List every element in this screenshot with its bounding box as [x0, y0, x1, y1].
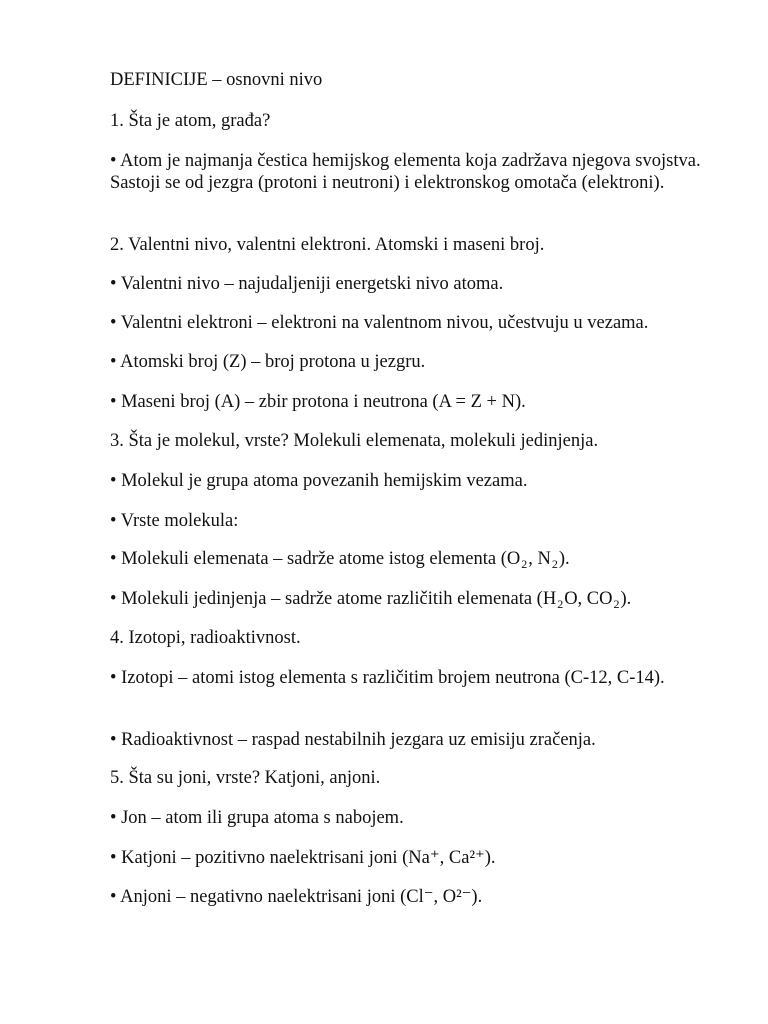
compound-molecules-bullet	[110, 588, 710, 610]
anions-bullet: • Anjoni – negativno naelektrisani joni (Cl⁻, O²⁻).	[110, 887, 483, 907]
subscript-2: 2	[551, 557, 558, 571]
compound-molecules-text-2: O, CO	[564, 589, 613, 609]
ion-definition-bullet: • Jon – atom ili grupa atoma s nabojem.	[110, 808, 404, 828]
question-1-heading: 1. Šta je atom, građa?	[110, 111, 271, 131]
mass-number-bullet: • Maseni broj (A) – zbir protona i neutrona (A = Z + N).	[110, 392, 526, 412]
subscript-2: 2	[613, 597, 620, 611]
element-molecules-text-3: ).	[558, 549, 570, 569]
question-3-heading: 3. Šta je molekul, vrste? Molekuli elemenata, molekuli jedinjenja.	[110, 431, 599, 451]
atomic-number-bullet: • Atomski broj (Z) – broj protona u jezgru.	[110, 352, 426, 372]
element-molecules-text-2: , N	[528, 549, 551, 569]
question-4-heading: 4. Izotopi, radioaktivnost.	[110, 628, 301, 648]
document-title: DEFINICIJE – osnovni nivo	[110, 70, 323, 90]
atom-definition-paragraph: • Atom je najmanja čestica hemijskog elementa koja zadržava njegova svojstva. Sastoji se od jezgra (protoni i neutroni) i elektronskog omotača (elektroni).	[110, 151, 706, 193]
element-molecules-bullet	[110, 548, 710, 570]
isotopes-bullet: • Izotopi – atomi istog elementa s različitim brojem neutrona (C-12, C-14).	[110, 668, 665, 688]
question-5-heading: 5. Šta su joni, vrste? Katjoni, anjoni.	[110, 768, 381, 788]
cations-bullet: • Katjoni – pozitivno naelektrisani joni (Na⁺, Ca²⁺).	[110, 848, 496, 868]
compound-molecules-text-1: • Molekuli jedinjenja – sadrže atome različitih elemenata (H	[110, 589, 557, 609]
valence-electrons-bullet: • Valentni elektroni – elektroni na valentnom nivou, učestvuju u vezama.	[110, 313, 649, 333]
molecule-types-bullet: • Vrste molekula:	[110, 511, 239, 531]
molecule-definition-bullet: • Molekul je grupa atoma povezanih hemijskim vezama.	[110, 471, 528, 491]
subscript-2: 2	[557, 597, 564, 611]
compound-molecules-text-3: ).	[620, 589, 632, 609]
question-2-heading: 2. Valentni nivo, valentni elektroni. Atomski i maseni broj.	[110, 235, 545, 255]
radioactivity-bullet: • Radioaktivnost – raspad nestabilnih jezgara uz emisiju zračenja.	[110, 730, 596, 750]
subscript-2: 2	[521, 557, 528, 571]
valence-level-bullet: • Valentni nivo – najudaljeniji energetski nivo atoma.	[110, 274, 504, 294]
element-molecules-text-1: • Molekuli elemenata – sadrže atome istog elementa (O	[110, 549, 521, 569]
